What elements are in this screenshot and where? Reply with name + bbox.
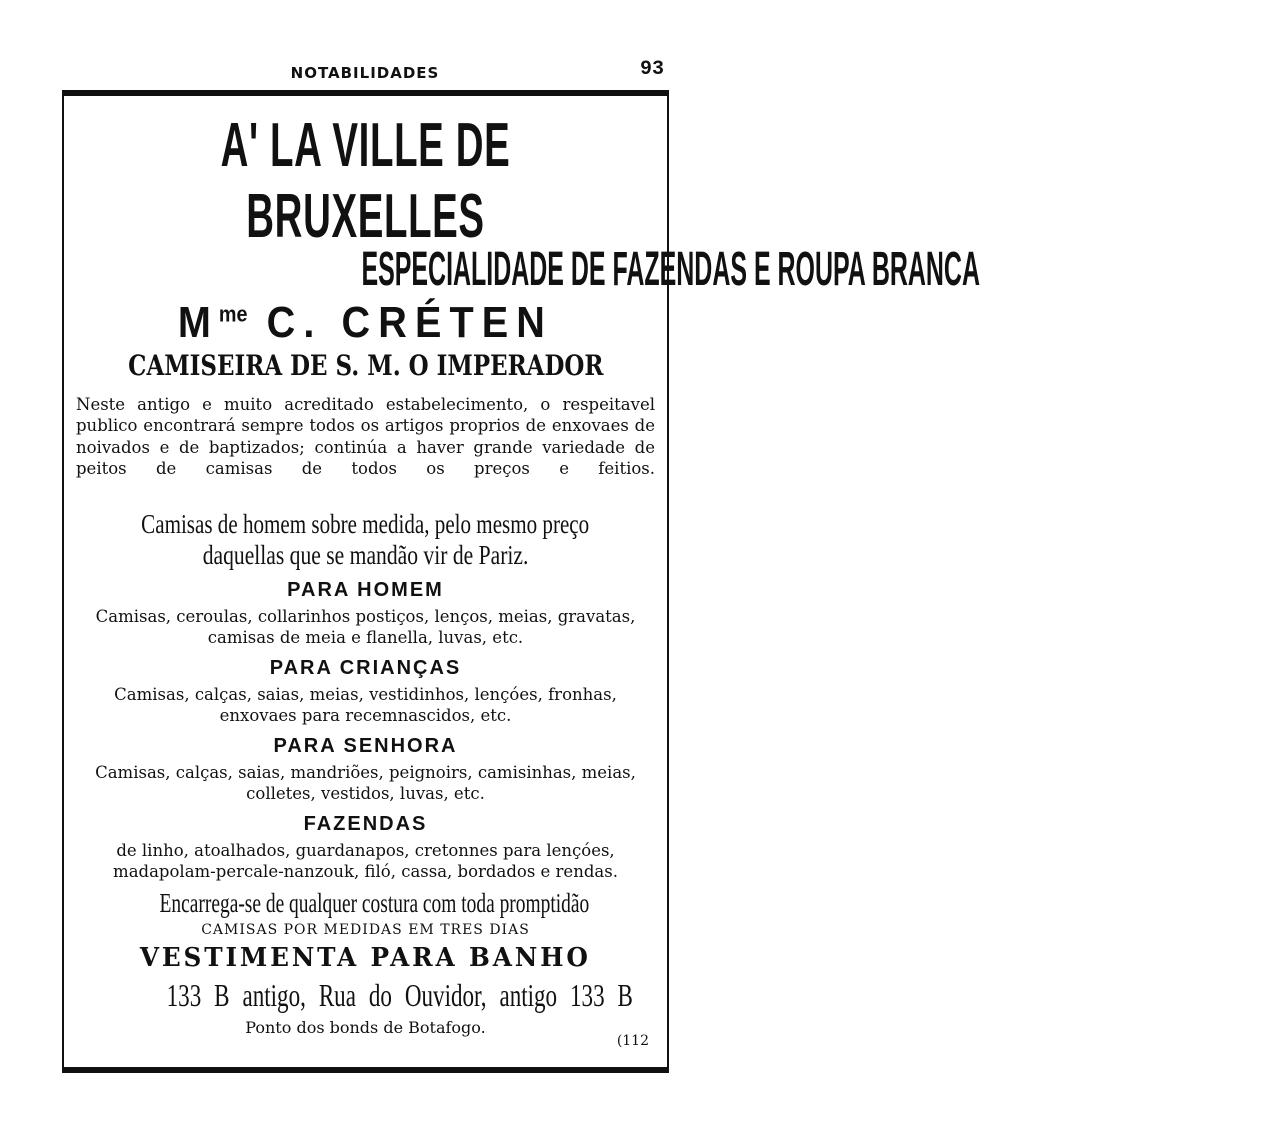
shirts-line2-row xyxy=(76,540,655,571)
page-number: 93 xyxy=(639,58,664,81)
proprietor-row xyxy=(76,298,655,350)
section-text-homem: Camisas, ceroulas, collarinhos postiços, lenços, meias, gravatas, camisas de meia e flanella, luvas, etc. xyxy=(95,606,636,648)
proprietor-prefix: M xyxy=(177,297,220,347)
running-title: NOTABILIDADES xyxy=(290,64,440,82)
role-title: CAMISEIRA DE S. M. O IMPERADOR xyxy=(128,348,604,382)
bath-line: VESTIMENTA PARA BANHO xyxy=(140,942,591,973)
store-name: A' LA VILLE DE BRUXELLES xyxy=(220,111,511,252)
advertisement-frame xyxy=(62,90,980,1073)
address-line: 133 B antigo, Rua do Ouvidor, antigo 133 B xyxy=(166,977,633,1014)
ponto-line: Ponto dos bonds de Botafogo. xyxy=(245,1018,486,1038)
specialty-row xyxy=(76,242,980,298)
sewing-line: Encarrega-se de qualquer costura com toda promptidão xyxy=(159,888,590,919)
proprietor-name xyxy=(178,298,553,350)
section-text-criancas: Camisas, calças, saias, meias, vestidinhos, lençóes, fronhas, enxovaes para recemnascidos, etc. xyxy=(114,684,617,726)
section-text-senhora: Camisas, calças, saias, mandriões, peignoirs, camisinhas, meias, colletes, vestidos, luvas, etc. xyxy=(95,762,636,804)
section-title-senhora: PARA SENHORA xyxy=(273,734,458,757)
section-title-fazendas: FAZENDAS xyxy=(303,812,428,835)
proprietor-surname: C. CRÉTEN xyxy=(247,297,554,347)
store-name-row xyxy=(76,110,655,252)
role-row xyxy=(76,350,655,390)
page-header xyxy=(60,58,670,88)
reference-number: (112 xyxy=(616,1033,649,1049)
bath-row xyxy=(76,944,655,974)
shirts-line-2: daquellas que se mandão vir de Pariz. xyxy=(202,539,529,570)
intro-paragraph: Neste antigo e muito acreditado estabelecimento, o respeitavel publico encontrará sempre todos os artigos proprios de enxovaes de noivados e de baptizados; continúa a haver grande variedade de peitos de camisas de todos os preços e feitios. xyxy=(76,394,655,478)
specialty-heading: ESPECIALIDADE DE FAZENDAS E ROUPA BRANCA xyxy=(361,242,980,296)
address-row xyxy=(76,977,655,1014)
sewing-row xyxy=(76,888,655,919)
measures-line: CAMISAS POR MEDIDAS EM TRES DIAS xyxy=(201,921,530,938)
section-title-criancas: PARA CRIANÇAS xyxy=(269,656,462,679)
shirts-line-1: Camisas de homem sobre medida, pelo mesmo preço xyxy=(141,508,590,539)
shirts-line1-row xyxy=(76,509,655,540)
proprietor-sup: me xyxy=(219,301,248,327)
section-text-fazendas: de linho, atoalhados, guardanapos, cretonnes para lençóes, madapolam-percale-nanzouk, filó, cassa, bordados e rendas. xyxy=(113,840,618,882)
section-title-homem: PARA HOMEM xyxy=(287,578,444,601)
